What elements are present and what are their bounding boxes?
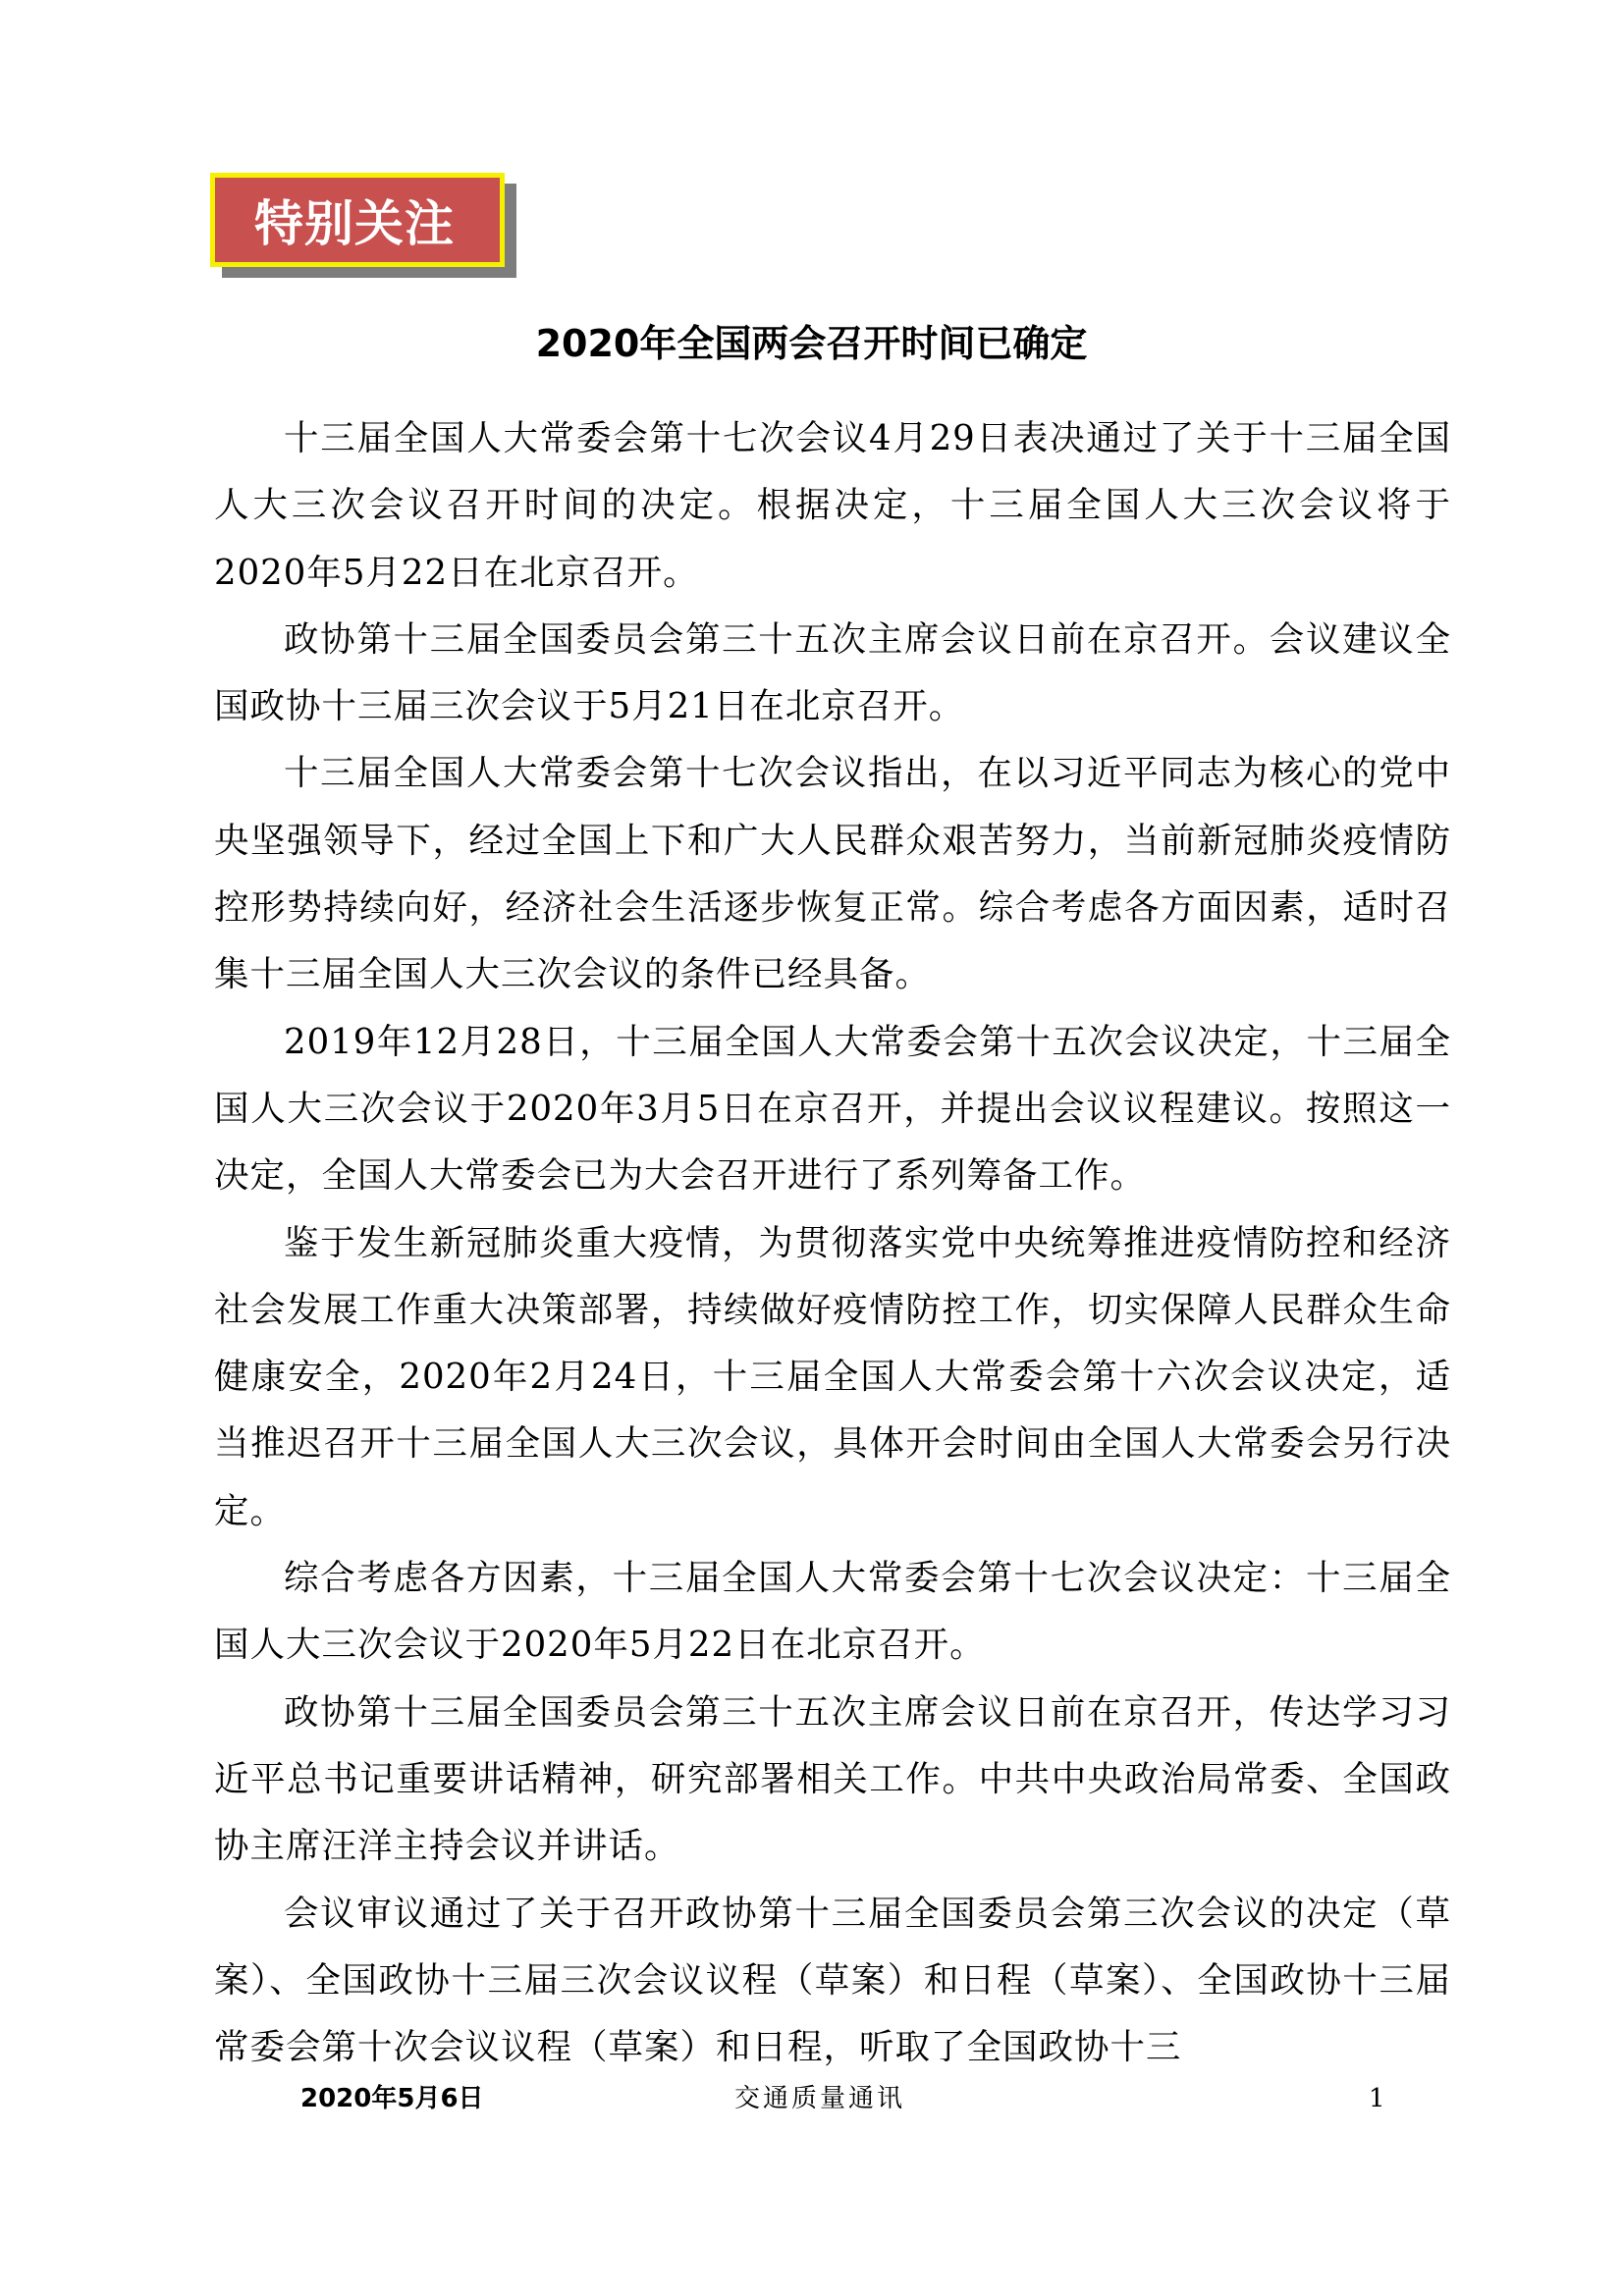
- article-body: [214, 405, 1451, 2081]
- footer-publication-name: 交通质量通讯: [734, 2084, 906, 2113]
- paragraph: 十三届全国人大常委会第十七次会议4月29日表决通过了关于十三届全国人大三次会议召开时间的决定。根据决定，十三届全国人大三次会议将于2020年5月22日在北京召开。: [214, 418, 1451, 593]
- section-badge-label: 特别关注: [254, 195, 455, 252]
- paragraph: 鉴于发生新冠肺炎重大疫情，为贯彻落实党中央统筹推进疫情防控和经济社会发展工作重大决策部署，持续做好疫情防控工作，切实保障人民群众生命健康安全，2020年2月24日，十三届全国人大常委会第十六次会议决定，适当推迟召开十三届全国人大三次会议，具体开会时间由全国人大常委会另行决定。: [214, 1222, 1451, 1531]
- paragraph: 2019年12月28日，十三届全国人大常委会第十五次会议决定，十三届全国人大三次会议于2020年3月5日在京召开，并提出会议议程建议。按照这一决定，全国人大常委会已为大会召开进行了系列筹备工作。: [214, 1021, 1451, 1197]
- footer-date: 2020年5月6日: [300, 2084, 484, 2113]
- paragraph: 政协第十三届全国委员会第三十五次主席会议日前在京召开。会议建议全国政协十三届三次会议于5月21日在北京召开。: [214, 618, 1451, 727]
- paragraph: 政协第十三届全国委员会第三十五次主席会议日前在京召开，传达学习习近平总书记重要讲话精神，研究部署相关工作。中共中央政治局常委、全国政协主席汪洋主持会议并讲话。: [214, 1691, 1451, 1867]
- paragraph: 会议审议通过了关于召开政协第十三届全国委员会第三次会议的决定（草案）、全国政协十三届三次会议议程（草案）和日程（草案）、全国政协十三届常委会第十次会议议程（草案）和日程，听取了全国政协十三: [214, 1893, 1451, 2068]
- footer-page-number: 1: [1369, 2084, 1385, 2113]
- section-badge: [210, 173, 505, 267]
- paragraph: 综合考虑各方因素，十三届全国人大常委会第十七次会议决定：十三届全国人大三次会议于2020年5月22日在北京召开。: [214, 1558, 1451, 1666]
- article-title: 2020年全国两会召开时间已确定: [535, 322, 1088, 365]
- paragraph: 十三届全国人大常委会第十七次会议指出，在以习近平同志为核心的党中央坚强领导下，经过全国上下和广大人民群众艰苦努力，当前新冠肺炎疫情防控形势持续向好，经济社会生活逐步恢复正常。综合考虑各方面因素，适时召集十三届全国人大三次会议的条件已经具备。: [214, 753, 1451, 995]
